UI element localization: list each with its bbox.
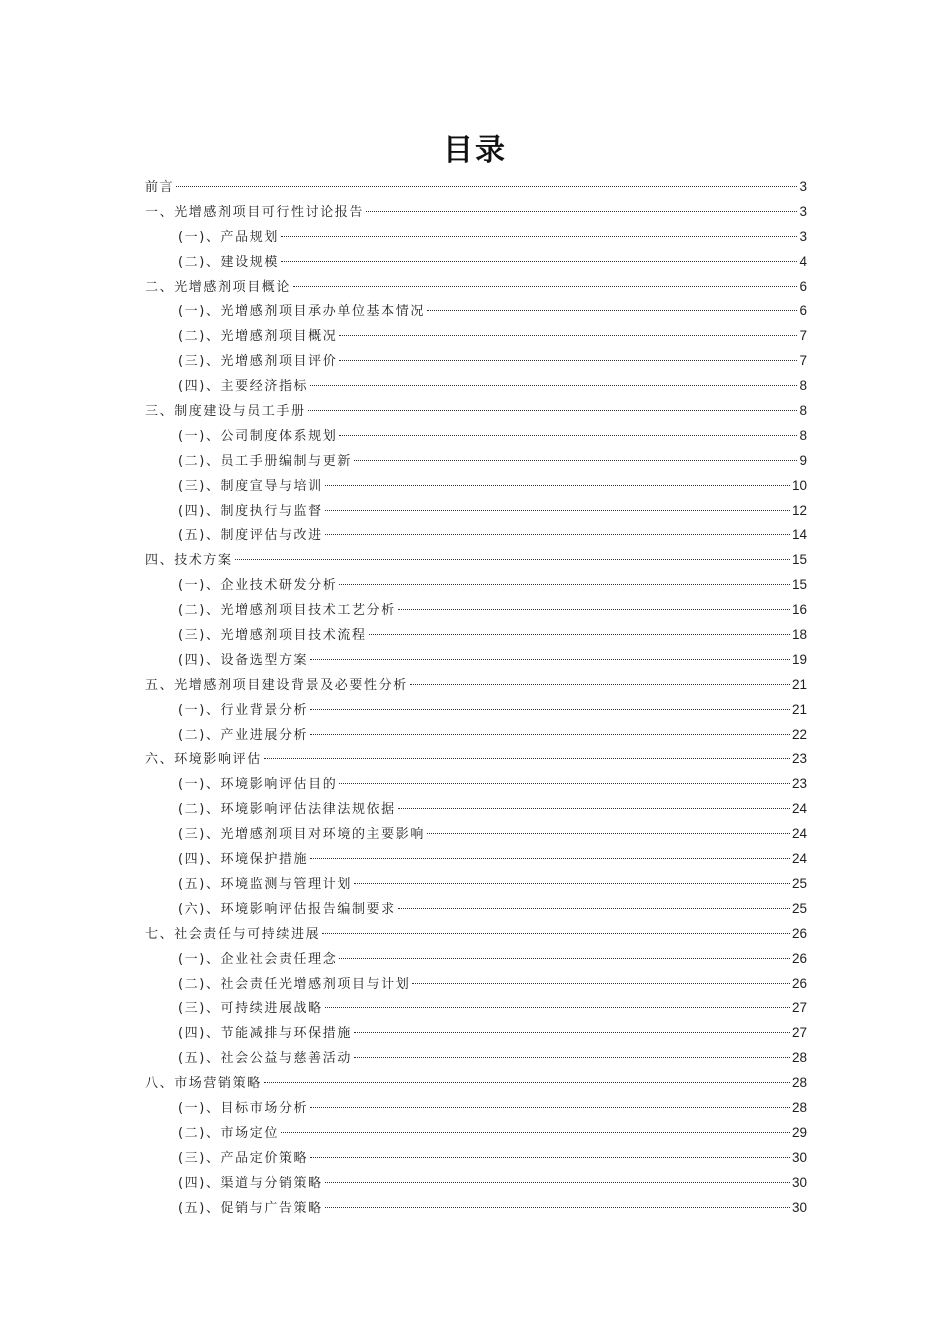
- toc-entry-page-number: 30: [791, 1174, 807, 1190]
- toc-entry-page-number: 27: [791, 1025, 807, 1041]
- toc-entry-page-number: 14: [791, 527, 807, 543]
- dot-leader: [310, 1157, 790, 1158]
- toc-entry-page-number: 15: [791, 552, 807, 568]
- dot-leader: [264, 758, 790, 759]
- toc-entry-page-number: 4: [799, 253, 807, 269]
- toc-entry-page-number: 25: [791, 900, 807, 916]
- table-of-contents: [145, 175, 807, 1220]
- toc-entry-page-number: 6: [799, 278, 807, 294]
- toc-entry-label: (五)、促销与广告策略: [178, 1200, 323, 1216]
- toc-entry-label: (三)、制度宣导与培训: [178, 478, 323, 494]
- toc-entry-label: (六)、环境影响评估报告编制要求: [178, 901, 396, 917]
- dot-leader: [366, 211, 797, 212]
- toc-section-entry[interactable]: [145, 1146, 807, 1171]
- toc-entry-page-number: 12: [791, 502, 807, 518]
- toc-entry-label: (三)、产品定价策略: [178, 1150, 309, 1166]
- toc-section-entry[interactable]: [145, 947, 807, 972]
- dot-leader: [339, 584, 790, 585]
- toc-entry-page-number: 8: [799, 403, 807, 419]
- toc-section-entry[interactable]: [145, 847, 807, 872]
- dot-leader: [339, 435, 797, 436]
- toc-section-entry[interactable]: [145, 772, 807, 797]
- toc-entry-label: (四)、设备选型方案: [178, 652, 309, 668]
- toc-section-entry[interactable]: [145, 449, 807, 474]
- toc-entry-label: 三、制度建设与员工手册: [145, 404, 306, 420]
- toc-entry-label: (三)、光增感剂项目对环境的主要影响: [178, 827, 425, 843]
- toc-section-entry[interactable]: [145, 374, 807, 399]
- toc-section-entry[interactable]: [145, 225, 807, 250]
- dot-leader: [339, 360, 797, 361]
- toc-chapter-entry[interactable]: [145, 275, 807, 300]
- toc-entry-page-number: 24: [791, 801, 807, 817]
- toc-chapter-entry[interactable]: [145, 673, 807, 698]
- dot-leader: [310, 659, 790, 660]
- toc-section-entry[interactable]: [145, 324, 807, 349]
- toc-section-entry[interactable]: [145, 797, 807, 822]
- toc-chapter-entry[interactable]: [145, 1071, 807, 1096]
- toc-section-entry[interactable]: [145, 1171, 807, 1196]
- toc-entry-label: (五)、社会公益与慈善活动: [178, 1051, 352, 1067]
- toc-entry-page-number: 10: [791, 477, 807, 493]
- toc-entry-page-number: 9: [799, 452, 807, 468]
- toc-section-entry[interactable]: [145, 250, 807, 275]
- toc-section-entry[interactable]: [145, 1196, 807, 1221]
- toc-entry-page-number: 19: [791, 651, 807, 667]
- toc-entry-page-number: 21: [791, 701, 807, 717]
- toc-entry-label: 八、市场营销策略: [145, 1076, 262, 1092]
- toc-entry-label: (五)、环境监测与管理计划: [178, 876, 352, 892]
- toc-section-entry[interactable]: [145, 299, 807, 324]
- toc-entry-page-number: 18: [791, 627, 807, 643]
- dot-leader: [369, 634, 790, 635]
- toc-entry-label: (四)、主要经济指标: [178, 379, 309, 395]
- dot-leader: [310, 709, 790, 710]
- toc-entry-label: (一)、企业技术研发分析: [178, 578, 338, 594]
- toc-chapter-entry[interactable]: [145, 922, 807, 947]
- dot-leader: [354, 1032, 790, 1033]
- toc-entry-label: 二、光增感剂项目概论: [145, 279, 292, 295]
- toc-entry-label: (二)、建设规模: [178, 254, 279, 270]
- dot-leader: [310, 858, 790, 859]
- toc-entry-page-number: 24: [791, 851, 807, 867]
- toc-section-entry[interactable]: [145, 897, 807, 922]
- dot-leader: [325, 1182, 790, 1183]
- dot-leader: [325, 1207, 790, 1208]
- toc-section-entry[interactable]: [145, 573, 807, 598]
- toc-entry-label: (一)、光增感剂项目承办单位基本情况: [178, 304, 425, 320]
- toc-entry-label: 五、光增感剂项目建设背景及必要性分析: [145, 677, 408, 693]
- toc-section-entry[interactable]: [145, 872, 807, 897]
- toc-entry-page-number: 21: [791, 676, 807, 692]
- toc-section-entry[interactable]: [145, 1096, 807, 1121]
- toc-entry-label: (一)、产品规划: [178, 229, 279, 245]
- toc-chapter-entry[interactable]: [145, 548, 807, 573]
- toc-entry-label: (一)、目标市场分析: [178, 1100, 309, 1116]
- toc-section-entry[interactable]: [145, 723, 807, 748]
- toc-section-entry[interactable]: [145, 349, 807, 374]
- toc-section-entry[interactable]: [145, 648, 807, 673]
- toc-entry-page-number: 22: [791, 726, 807, 742]
- dot-leader: [293, 286, 797, 287]
- dot-leader: [339, 335, 797, 336]
- dot-leader: [308, 410, 798, 411]
- toc-section-entry[interactable]: [145, 623, 807, 648]
- toc-entry-page-number: 26: [791, 975, 807, 991]
- dot-leader: [176, 186, 797, 187]
- toc-entry-label: (一)、环境影响评估目的: [178, 777, 338, 793]
- toc-entry-page-number: 7: [799, 353, 807, 369]
- toc-entry-page-number: 16: [791, 602, 807, 618]
- toc-entry-page-number: 26: [791, 925, 807, 941]
- toc-entry-page-number: 3: [799, 179, 807, 194]
- dot-leader: [339, 958, 790, 959]
- toc-section-entry[interactable]: [145, 1121, 807, 1146]
- toc-entry-page-number: 28: [791, 1099, 807, 1115]
- toc-entry-page-number: 3: [799, 228, 807, 244]
- dot-leader: [325, 534, 790, 535]
- toc-entry-page-number: 7: [799, 328, 807, 344]
- toc-chapter-entry[interactable]: [145, 200, 807, 225]
- dot-leader: [412, 983, 790, 984]
- dot-leader: [339, 783, 790, 784]
- toc-entry-label: 七、社会责任与可持续进展: [145, 926, 321, 942]
- toc-entry-label: (二)、环境影响评估法律法规依据: [178, 802, 396, 818]
- dot-leader: [398, 609, 790, 610]
- dot-leader: [427, 833, 790, 834]
- toc-entry-page-number: 6: [799, 303, 807, 319]
- dot-leader: [235, 559, 790, 560]
- toc-entry-label: (四)、环境保护措施: [178, 852, 309, 868]
- toc-entry-page-number: 29: [791, 1124, 807, 1140]
- toc-section-entry[interactable]: [145, 1046, 807, 1071]
- toc-entry-label: (四)、节能减排与环保措施: [178, 1026, 352, 1042]
- toc-entry-label: 前言: [145, 180, 175, 195]
- dot-leader: [325, 510, 790, 511]
- dot-leader: [310, 385, 797, 386]
- dot-leader: [325, 485, 790, 486]
- toc-entry-label: (五)、制度评估与改进: [178, 528, 323, 544]
- dot-leader: [354, 883, 790, 884]
- toc-entry-label: (一)、公司制度体系规划: [178, 428, 338, 444]
- toc-entry-page-number: 26: [791, 950, 807, 966]
- toc-section-entry[interactable]: [145, 1021, 807, 1046]
- toc-entry-page-number: 23: [791, 776, 807, 792]
- toc-section-entry[interactable]: [145, 822, 807, 847]
- toc-entry-page-number: 27: [791, 1000, 807, 1016]
- toc-entry-label: 一、光增感剂项目可行性讨论报告: [145, 204, 365, 220]
- toc-entry-page-number: 28: [791, 1050, 807, 1066]
- dot-leader: [398, 908, 790, 909]
- toc-entry-label: 六、环境影响评估: [145, 752, 262, 768]
- toc-entry-page-number: 30: [791, 1149, 807, 1165]
- toc-entry-page-number: 23: [791, 751, 807, 767]
- dot-leader: [310, 1107, 790, 1108]
- toc-entry-page-number: 28: [791, 1075, 807, 1091]
- toc-entry-label: (一)、企业社会责任理念: [178, 951, 338, 967]
- toc-entry-label: (二)、市场定位: [178, 1125, 279, 1141]
- dot-leader: [427, 310, 798, 311]
- toc-entry-page-number: 8: [799, 378, 807, 394]
- toc-chapter-entry[interactable]: [145, 175, 807, 200]
- toc-section-entry[interactable]: [145, 996, 807, 1021]
- toc-entry-label: (一)、行业背景分析: [178, 702, 309, 718]
- dot-leader: [325, 1007, 790, 1008]
- toc-entry-label: (二)、光增感剂项目概况: [178, 329, 338, 345]
- dot-leader: [322, 933, 790, 934]
- dot-leader: [281, 261, 798, 262]
- toc-chapter-entry[interactable]: [145, 399, 807, 424]
- toc-entry-label: (二)、产业进展分析: [178, 727, 309, 743]
- toc-entry-label: (三)、光增感剂项目评价: [178, 354, 338, 370]
- toc-section-entry[interactable]: [145, 474, 807, 499]
- toc-entry-page-number: 25: [791, 875, 807, 891]
- toc-entry-label: (二)、社会责任光增感剂项目与计划: [178, 976, 411, 992]
- dot-leader: [264, 1082, 790, 1083]
- toc-entry-label: (三)、可持续进展战略: [178, 1001, 323, 1017]
- toc-entry-label: (二)、员工手册编制与更新: [178, 453, 352, 469]
- toc-entry-label: (三)、光增感剂项目技术流程: [178, 628, 367, 644]
- toc-entry-label: 四、技术方案: [145, 553, 233, 569]
- toc-entry-page-number: 8: [799, 427, 807, 443]
- dot-leader: [410, 684, 790, 685]
- toc-entry-page-number: 15: [791, 577, 807, 593]
- toc-section-entry[interactable]: [145, 598, 807, 623]
- toc-chapter-entry[interactable]: [145, 747, 807, 772]
- toc-section-entry[interactable]: [145, 698, 807, 723]
- toc-section-entry[interactable]: [145, 424, 807, 449]
- toc-section-entry[interactable]: [145, 972, 807, 997]
- toc-entry-label: (四)、渠道与分销策略: [178, 1175, 323, 1191]
- toc-entry-label: (四)、制度执行与监督: [178, 503, 323, 519]
- toc-entry-page-number: 24: [791, 826, 807, 842]
- page-title: 目录: [443, 133, 507, 168]
- toc-entry-label: (二)、光增感剂项目技术工艺分析: [178, 603, 396, 619]
- toc-section-entry[interactable]: [145, 523, 807, 548]
- dot-leader: [354, 1057, 790, 1058]
- dot-leader: [398, 808, 790, 809]
- dot-leader: [310, 734, 790, 735]
- dot-leader: [354, 460, 798, 461]
- dot-leader: [281, 1132, 790, 1133]
- toc-entry-page-number: 30: [791, 1199, 807, 1215]
- toc-section-entry[interactable]: [145, 499, 807, 524]
- toc-entry-page-number: 3: [799, 203, 807, 219]
- dot-leader: [281, 236, 798, 237]
